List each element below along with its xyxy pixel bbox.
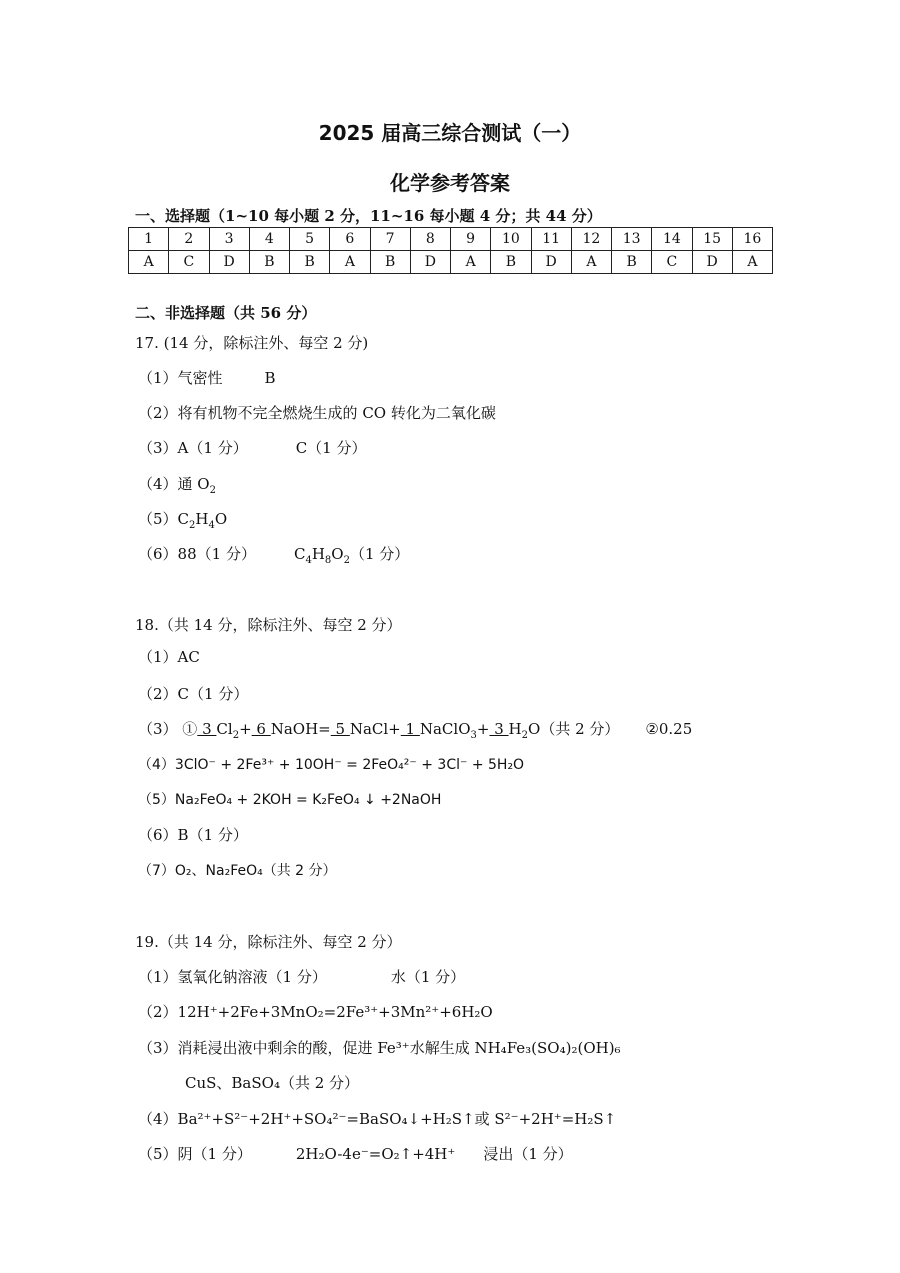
question-number-cell: 4 [249, 228, 289, 251]
q18-heading: 18.（共 14 分，除标注外、每空 2 分） [135, 616, 402, 634]
q17-4-sub: 2 [209, 485, 216, 496]
q19-answer-1 [138, 966, 465, 987]
q18-answer-2: （2）C（1 分） [138, 685, 249, 703]
q19-5c: 浸出（1 分） [483, 1145, 573, 1163]
q19-answer-3: （3）消耗浸出液中剩余的酸，促进 Fe³⁺水解生成 NH₄Fe₃(SO₄)₂(OH)₆ [138, 1039, 621, 1057]
q17-6-s2: 8 [324, 555, 332, 566]
q17-5-s2: 4 [208, 520, 215, 531]
q17-1b: B [264, 369, 276, 387]
answer-cell: C [169, 251, 209, 274]
q19-answer-2: （2）12H⁺+2Fe+3MnO₂=2Fe³⁺+3Mn²⁺+6H₂O [138, 1003, 493, 1021]
page-title: 2025 届高三综合测试（一） [318, 121, 582, 145]
question-number-row [129, 228, 773, 251]
q19-1a: （1）氢氧化钠溶液（1 分） [138, 968, 327, 986]
question-number-cell: 5 [290, 228, 330, 251]
answer-table [128, 227, 773, 274]
q17-5-t2: H [195, 510, 209, 528]
q18-3-t4: NaClO [419, 720, 471, 738]
q17-5-s1: 2 [189, 520, 196, 531]
q19-answer-4: （4）Ba²⁺+S²⁻+2H⁺+SO₄²⁻=BaSO₄↓+H₂S↑或 S²⁻+2H⁺=H₂S↑ [138, 1110, 617, 1128]
question-number-cell: 2 [169, 228, 209, 251]
question-number-cell: 16 [732, 228, 772, 251]
q18-answer-7: （7）O₂、Na₂FeO₄（共 2 分） [138, 863, 337, 879]
q18-3-coef2: 6 [251, 720, 271, 738]
question-number-cell: 14 [652, 228, 692, 251]
q17-answer-6 [138, 543, 409, 566]
answer-cell: C [652, 251, 692, 274]
answer-cell: D [209, 251, 249, 274]
question-number-cell: 7 [370, 228, 410, 251]
q18-3-coef3: 5 [330, 720, 350, 738]
q18-3-t3: NaCl+ [349, 720, 401, 738]
question-number-cell: 1 [129, 228, 169, 251]
q17-answer-1 [138, 367, 276, 388]
q17-answer-4 [138, 473, 216, 496]
q17-4-text: （4）通 O [138, 475, 210, 493]
q18-answer-3 [138, 718, 692, 741]
q18-3-s5: 2 [521, 730, 529, 741]
q19-5a: （5）阴（1 分） [138, 1145, 252, 1163]
q18-3-coef5: 3 [489, 720, 509, 738]
q17-6-t1: C [293, 545, 306, 563]
question-number-cell: 9 [451, 228, 491, 251]
q17-6-s3: 2 [343, 555, 350, 566]
question-number-cell: 10 [491, 228, 531, 251]
q17-answer-3 [138, 437, 367, 458]
answer-cell: B [249, 251, 289, 274]
answer-cell: A [732, 251, 772, 274]
q18-3-t2: NaOH= [270, 720, 331, 738]
q17-6-t4: （1 分） [349, 545, 410, 563]
q17-3a: （3）A（1 分） [138, 439, 248, 457]
question-number-cell: 12 [571, 228, 611, 251]
q17-heading: 17. (14 分，除标注外、每空 2 分) [135, 334, 369, 352]
q18-3-coef1: 3 [197, 720, 217, 738]
q19-5b: 2H₂O-4e⁻=O₂↑+4H⁺ [295, 1145, 456, 1163]
answer-cell: B [612, 251, 652, 274]
answer-cell: D [410, 251, 450, 274]
page-subtitle: 化学参考答案 [390, 171, 510, 195]
q17-6-t2: H [311, 545, 325, 563]
section-1-heading: 一、选择题（1~10 每小题 2 分，11~16 每小题 4 分；共 44 分） [135, 207, 602, 225]
answer-row [129, 251, 773, 274]
q19-heading: 19.（共 14 分，除标注外、每空 2 分） [135, 933, 402, 951]
q18-3-s1: 2 [232, 730, 240, 741]
q17-5-t1: （5）C [138, 510, 190, 528]
question-number-cell: 3 [209, 228, 249, 251]
q17-6-s1: 4 [305, 555, 312, 566]
answer-cell: A [129, 251, 169, 274]
section-2-heading: 二、非选择题（共 56 分） [135, 304, 317, 322]
answer-cell: A [330, 251, 370, 274]
q19-answer-5 [138, 1143, 573, 1164]
q18-3-t1e: + [239, 720, 252, 738]
answer-cell: B [290, 251, 330, 274]
q18-3-t4e: + [476, 720, 490, 738]
q18-answer-5: （5）Na₂FeO₄ + 2KOH = K₂FeO₄ ↓ +2NaOH [138, 792, 442, 808]
q17-6-t3: O [331, 545, 344, 563]
q18-3-t1: Cl [216, 720, 233, 738]
q18-answer-4: （4）3ClO⁻ + 2Fe³⁺ + 10OH⁻ = 2FeO₄²⁻ + 3Cl⁻ + 5H₂O [138, 757, 525, 773]
q17-3b: C（1 分） [295, 439, 367, 457]
q18-3-t5: H [508, 720, 522, 738]
answer-cell: A [451, 251, 491, 274]
q18-3-coef4: 1 [400, 720, 420, 738]
q17-6a: （6）88（1 分） [138, 545, 256, 563]
answer-cell: A [571, 251, 611, 274]
q17-answer-2: （2）将有机物不完全燃烧生成的 CO 转化为二氧化碳 [138, 404, 496, 422]
q17-5-t3: O [214, 510, 228, 528]
q19-answer-3b: CuS、BaSO₄（共 2 分） [185, 1074, 360, 1092]
answer-cell: D [692, 251, 732, 274]
q18-answer-1: （1）AC [138, 648, 200, 666]
question-number-cell: 11 [531, 228, 571, 251]
q18-3-part2: ②0.25 [645, 720, 693, 738]
question-number-cell: 13 [612, 228, 652, 251]
q17-1a: （1）气密性 [138, 369, 223, 387]
q17-answer-5 [138, 508, 227, 531]
question-number-cell: 15 [692, 228, 732, 251]
answer-cell: D [531, 251, 571, 274]
question-number-cell: 8 [410, 228, 450, 251]
q18-3-t5e: O（共 2 分） [528, 720, 620, 738]
answer-cell: B [370, 251, 410, 274]
q18-3-prefix: （3） ① [138, 720, 198, 738]
question-number-cell: 6 [330, 228, 370, 251]
q19-1b: 水（1 分） [390, 968, 466, 986]
q18-3-s4: 3 [470, 730, 477, 741]
q18-answer-6: （6）B（1 分） [138, 826, 248, 844]
answer-cell: B [491, 251, 531, 274]
